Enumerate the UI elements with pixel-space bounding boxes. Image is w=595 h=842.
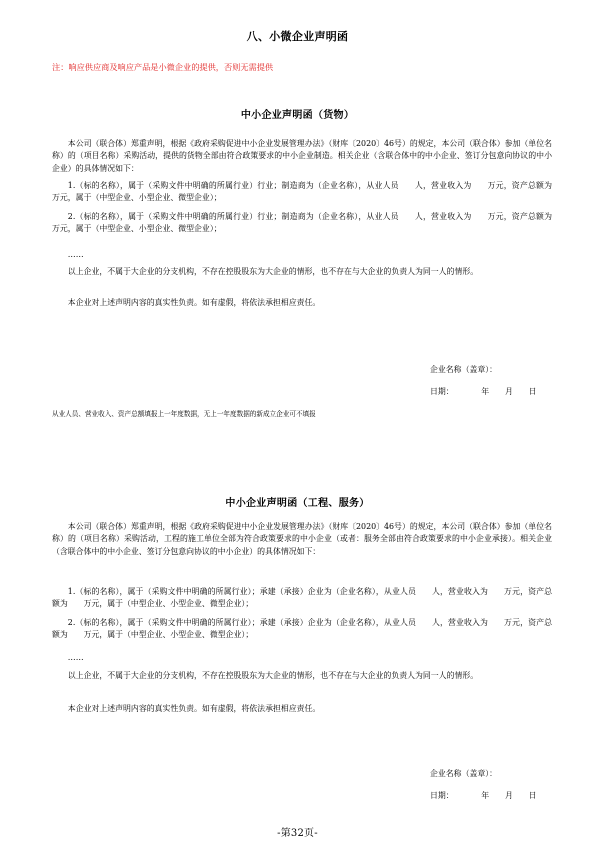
- goods-responsibility-paragraph: 本企业对上述声明内容的真实性负责。如有虚假，将依法承担相应责任。: [67, 298, 321, 307]
- works-declaration-title: 中小企业声明函（工程、服务）: [225, 498, 370, 509]
- works-intro-paragraph: 本公司（联合体）郑重声明，根据《政府采购促进中小企业发展管理办法》（财库〔2020〕46号）的规定，本公司（联合体）参加（单位名称）的（项目名称）采购活动，工程的施工单位全部为符合政策要求的中小企业（或者：服务全部由符合政策要求的中小企业承接）。相关企业（含联合体中的中小企业、签订分包意向协议的中小企业）的具体情况如下：: [52, 522, 552, 556]
- goods-company-signature: 企业名称（盖章）：: [430, 365, 498, 374]
- goods-sign-date: 日期： 年 月 日: [430, 387, 537, 396]
- goods-intro-paragraph: 本公司（联合体）郑重声明，根据《政府采购促进中小企业发展管理办法》（财库〔2020〕46号）的规定，本公司（联合体）参加（单位名称）的（项目名称）采购活动，提供的货物全部由符合政策要求的中小企业制造。相关企业（含联合体中的中小企业、签订分包意向协议的中小企业）的具体情况如下：: [52, 139, 552, 173]
- works-declaration-paragraph: 以上企业，不属于大企业的分支机构，不存在控股股东为大企业的情形，也不存在与大企业的负责人为同一人的情形。: [67, 671, 479, 680]
- goods-footnote: 从业人员、营业收入、资产总额填报上一年度数据，无上一年度数据的新成立企业可不填报: [52, 410, 316, 418]
- works-item-1: 1.（标的名称），属于（采购文件中明确的所属行业）；承建（承接）企业为（企业名称），从业人员 人，营业收入为 万元，资产总额为 万元，属于（中型企业、小型企业、微型企业）；: [52, 587, 552, 609]
- works-ellipsis: ……: [67, 653, 84, 662]
- works-responsibility-paragraph: 本企业对上述声明内容的真实性负责。如有虚假，将依法承担相应责任。: [67, 704, 321, 713]
- goods-declaration-title: 中小企业声明函（货物）: [240, 110, 355, 121]
- works-company-signature: 企业名称（盖章）：: [430, 769, 498, 778]
- works-sign-date: 日期： 年 月 日: [430, 791, 537, 800]
- goods-item-1: 1.（标的名称），属于（采购文件中明确的所属行业）行业；制造商为（企业名称），从业人员 人，营业收入为 万元，资产总额为 万元，属于（中型企业、小型企业、微型企业）；: [52, 181, 568, 203]
- goods-declaration-paragraph: 以上企业，不属于大企业的分支机构，不存在控股股东为大企业的情形，也不存在与大企业的负责人为同一人的情形。: [67, 267, 479, 276]
- works-item-2: 2.（标的名称），属于（采购文件中明确的所属行业）；承建（承接）企业为（企业名称），从业人员 人，营业收入为 万元，资产总额为 万元，属于（中型企业、小型企业、微型企业）；: [52, 618, 552, 640]
- provision-note: 注：响应供应商及响应产品是小微企业的提供，否则无需提供: [52, 62, 274, 72]
- section-title: 八、小微企业声明函: [246, 30, 349, 43]
- goods-ellipsis: ……: [67, 250, 84, 259]
- page-number: -第32页-: [277, 828, 318, 839]
- goods-item-2: 2.（标的名称），属于（采购文件中明确的所属行业）行业；制造商为（企业名称），从业人员 人，营业收入为 万元，资产总额为 万元，属于（中型企业、小型企业、微型企业）；: [52, 212, 568, 234]
